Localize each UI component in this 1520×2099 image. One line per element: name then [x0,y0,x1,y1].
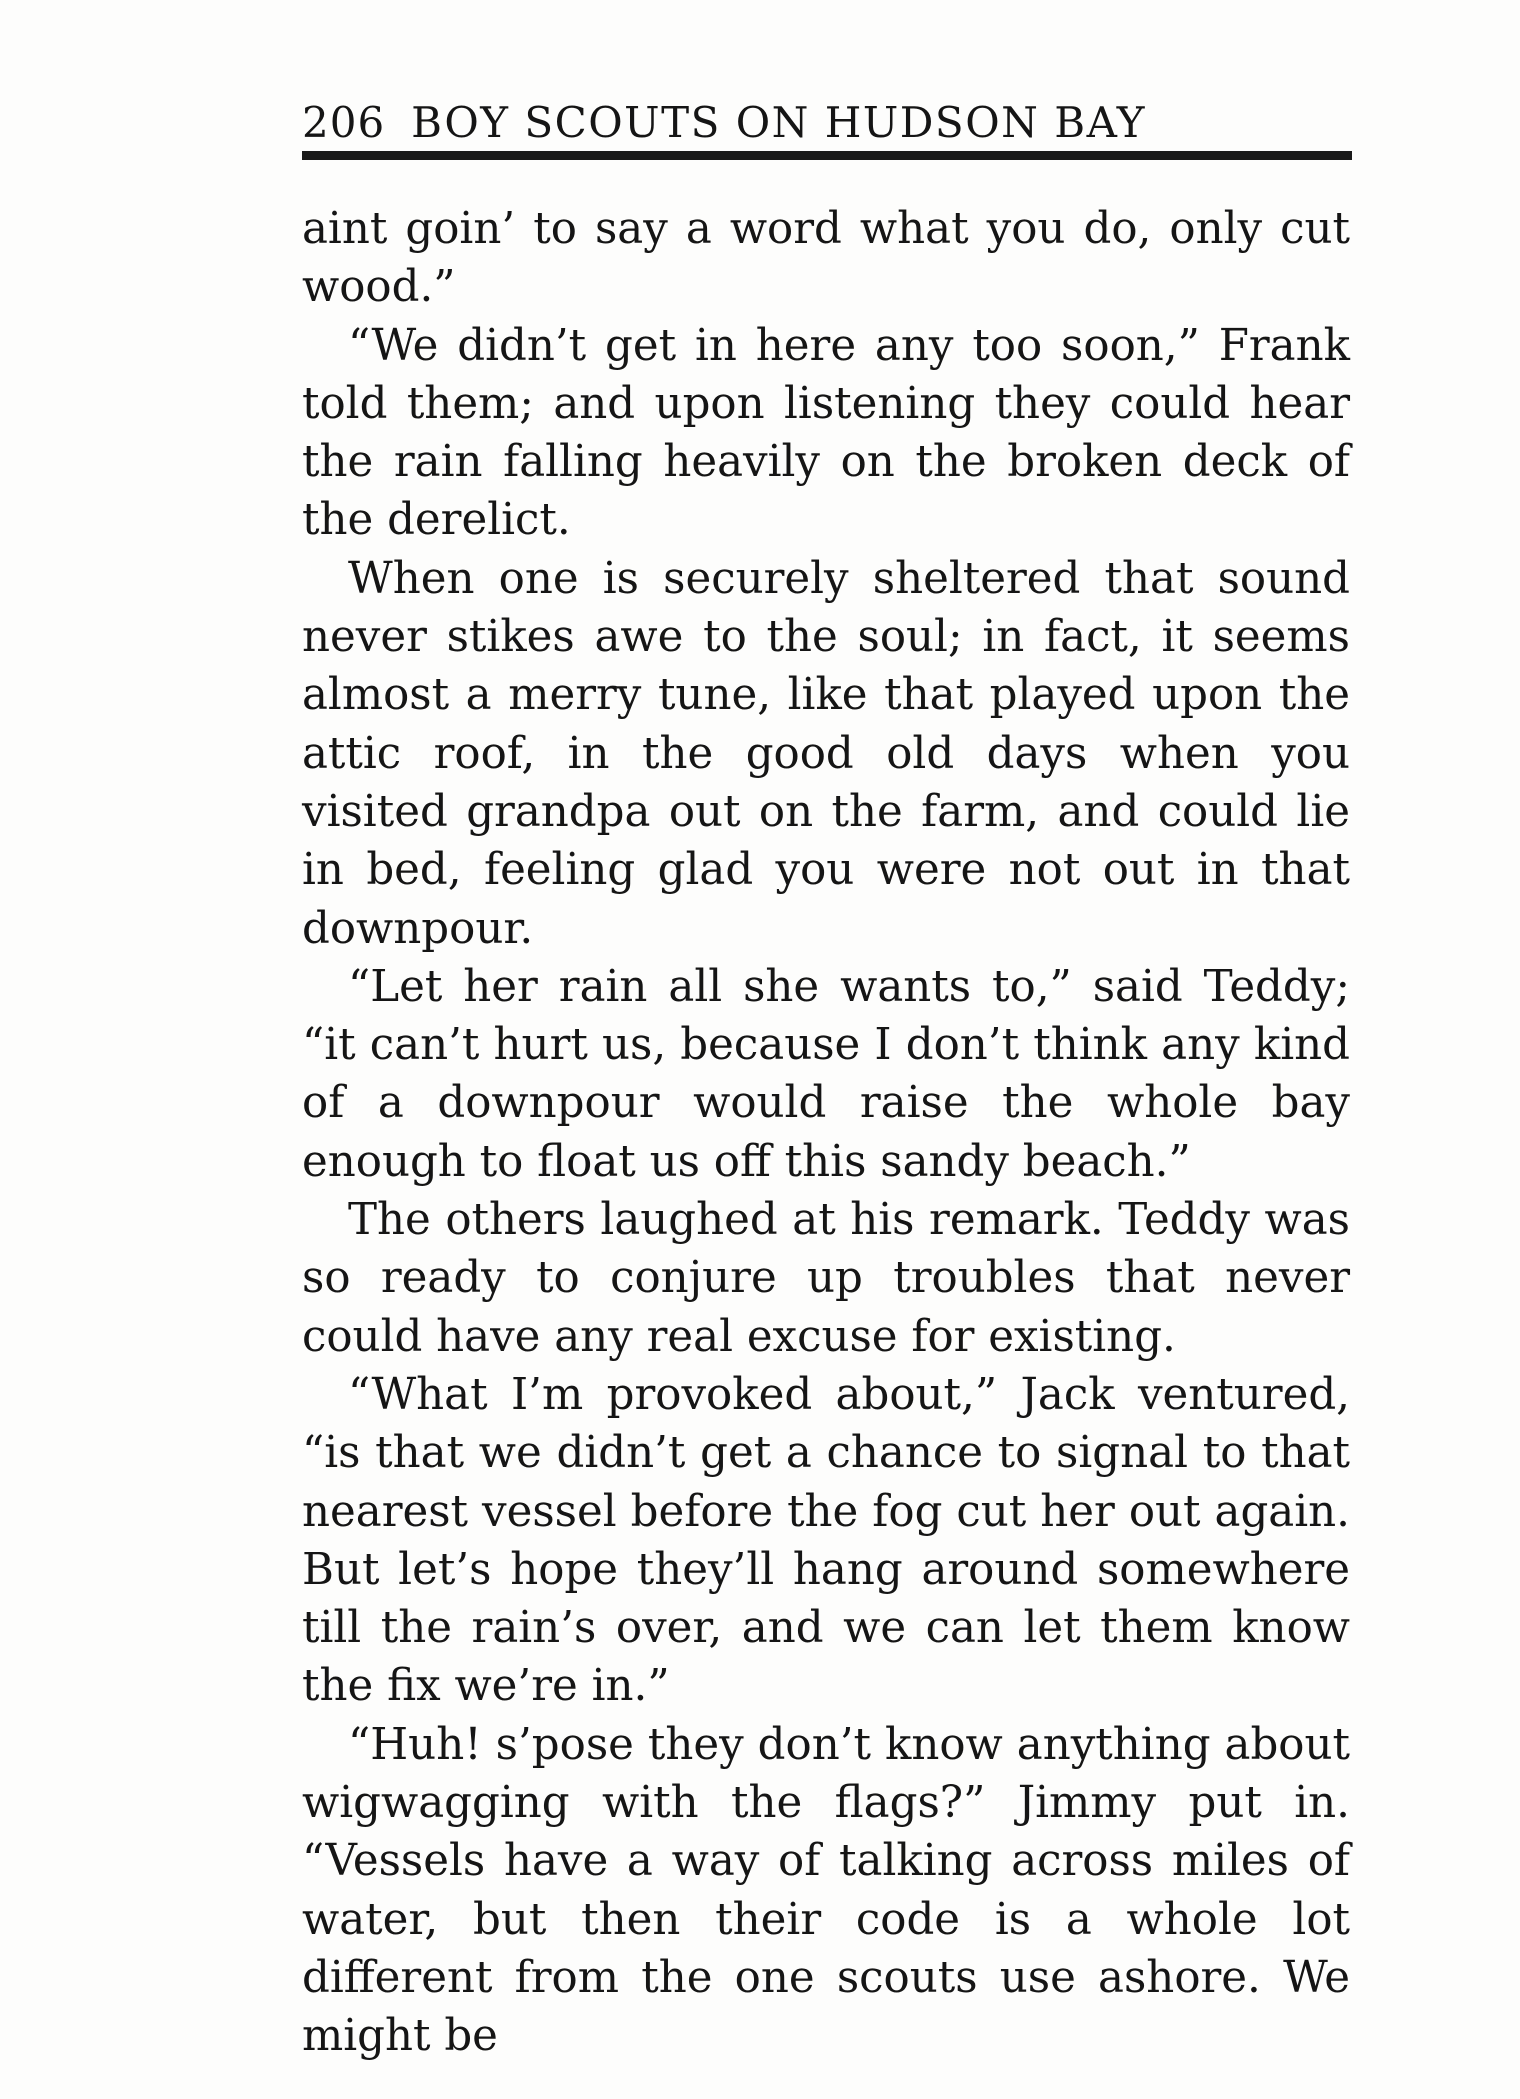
page-number: 206 [302,98,386,147]
paragraph: “What I’m provoked about,” Jack ventured, “is that we didn’t get a chance to signal to that nearest vessel before the fog cut her out again. But let’s hope they’ll hang around somewhere till the rain’s over, and we can let them know the fix we’re in.” [302,1369,1350,1712]
paragraph: “Huh! s’pose they don’t know anything about wigwagging with the flags?” Jimmy put in. “Vessels have a way of talking across miles of water, but then their code is a whole lot different from the one scouts use ashore. We might be [302,1719,1350,2062]
paragraph: When one is securely sheltered that sound never stikes awe to the soul; in fact, it seems almost a merry tune, like that played upon the attic roof, in the good old days when you visited grandpa out on the farm, and could lie in bed, feeling glad you were not out in that downpour. [302,553,1350,954]
header-rule [302,151,1352,160]
paragraph: “Let her rain all she wants to,” said Teddy; “it can’t hurt us, because I don’t think any kind of a downpour would raise the whole bay enough to float us off this sandy beach.” [302,961,1350,1187]
paragraph: aint goin’ to say a word what you do, only cut wood.” [302,204,1350,313]
paragraph: “We didn’t get in here any too soon,” Frank told them; and upon listening they could hear the rain falling heavily on the broken deck of the derelict. [302,320,1350,546]
page-header [302,98,1352,148]
paragraph: The others laughed at his remark. Teddy was so ready to conjure up troubles that never could have any real excuse for existing. [302,1195,1350,1362]
running-title: BOY SCOUTS ON HUDSON BAY [411,98,1146,147]
body-text [302,200,1350,2066]
